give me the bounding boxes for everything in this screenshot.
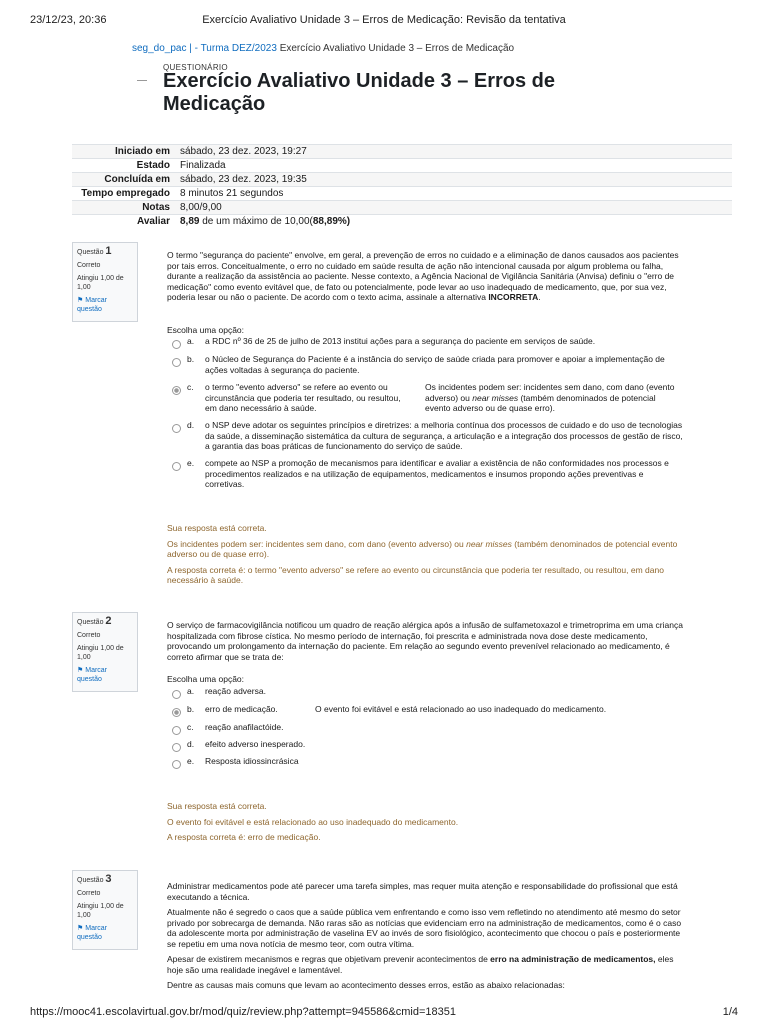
feedback-general	[167, 539, 683, 560]
grade-max: de um máximo de 10,00(	[199, 216, 313, 227]
question-text-3	[167, 881, 683, 996]
question-state: Correto	[77, 632, 101, 639]
attempt-summary-table	[72, 144, 732, 228]
option-letter: b.	[187, 704, 195, 714]
option-text: o Núcleo de Segurança do Paciente é a instância do serviço de saúde criada para promover e apoiar a implementação de ações voltadas à segurança do paciente.	[205, 354, 665, 375]
summary-label: Notas	[142, 202, 170, 213]
summary-label: Estado	[136, 160, 170, 171]
option-text: compete ao NSP a promoção de mecanismos para identificar e avaliar a existência de não conformidades nos processos e procedimentos realizados e na utilização de equipamentos, medicamentos e insumos propondo ações preventivas e corretivas.	[205, 458, 669, 489]
grade-percent: 88,89	[312, 216, 338, 227]
question-grade: Atingiu 1,00 de 1,00	[77, 275, 124, 291]
option-text: o NSP deve adotar os seguintes princípios e diretrizes: a melhoria contínua dos processos de cuidado e do uso de tecnologias da saúde, a disseminação sistemática da cultura de segurança, a articulação e a integração dos processos de gestão de risco, a garantia das boas práticas de funcionamento do serviço de saúde.	[205, 420, 683, 451]
summary-row	[72, 173, 732, 187]
option-feedback	[425, 382, 675, 414]
answer-option[interactable]	[172, 739, 684, 752]
print-datetime: 23/12/23, 20:36	[30, 14, 107, 26]
summary-value: sábado, 23 dez. 2023, 19:27	[180, 146, 307, 157]
option-text: o termo "evento adverso" se refere ao evento ou circunstância que poderia ter resultado, ou resultou, em dano necessário à saúde.	[205, 382, 401, 413]
question-paragraph: Administrar medicamentos pode até parecer uma tarefa simples, mas requer muita atenção e responsabilidade do profissional que está executando a técnica.	[167, 881, 678, 902]
print-url: https://mooc41.escolavirtual.gov.br/mod/quiz/review.php?attempt=945586&cmid=18351	[30, 1006, 456, 1018]
paragraph-emphasis: erro na administração de medicamentos,	[490, 954, 656, 964]
question-grade: Atingiu 1,00 de 1,00	[77, 903, 124, 919]
choose-option-label: Escolha uma opção:	[167, 674, 245, 684]
question-text-2	[167, 620, 683, 667]
option-text: reação anafilactóide.	[205, 722, 284, 732]
question-label: Questão	[77, 249, 104, 256]
option-text: Resposta idiossincrásica	[205, 756, 299, 766]
feedback-box-2	[167, 801, 683, 848]
flag-question-link[interactable]	[77, 666, 133, 684]
radio-button[interactable]	[172, 726, 181, 735]
paragraph-text-end: eles hoje são uma realidade inegável e lamentável.	[167, 954, 674, 975]
answer-option[interactable]	[172, 722, 684, 735]
summary-value	[176, 215, 732, 229]
flag-icon: ⚑	[77, 667, 84, 674]
answer-option[interactable]	[172, 336, 684, 349]
quiz-icon	[137, 80, 147, 81]
option-letter: e.	[187, 458, 195, 468]
breadcrumb	[132, 43, 514, 54]
question-number: 2	[105, 615, 112, 627]
feedback-right-answer: A resposta correta é: erro de medicação.	[167, 832, 321, 842]
question-number: 1	[105, 245, 112, 257]
answer-option-selected[interactable]	[172, 704, 684, 717]
option-letter: d.	[187, 739, 195, 749]
question-paragraph: Atualmente não é segredo o caos que a saúde pública vem enfrentando e como isso vem refletindo no atendimento até mesmo do setor privado por sobrecarga de demanda. Não raras são as notícias que evidenciam erro na administração de medicamentos, como é o caso da adolescente morta por administração de vaselina EV ao invés de soro fisiológico, acontecimento que chocou o país e posteriormente se repetiu em uma nova notícia de mesmo teor, com outra vítima.	[167, 907, 682, 949]
radio-button[interactable]	[172, 462, 181, 471]
radio-button-checked[interactable]	[172, 708, 181, 717]
summary-value: Finalizada	[180, 160, 226, 171]
grade-value: 8,89	[180, 216, 200, 227]
question-label: Questão	[77, 877, 104, 884]
question-grade: Atingiu 1,00 de 1,00	[77, 645, 124, 661]
flag-label: Marcar questão	[77, 925, 108, 941]
question-prompt: O serviço de farmacovigilância notificou um quadro de reação alérgica após a infusão de sulfametoxazol e trimetroprima em uma criança hospitalizada com fibrose cística. No mesmo período de internação, foi prescrita e administrada nova dose deste medicamento, provocando um prolongamento da internação do paciente. Em relação ao segundo evento prevenível relacionado ao medicamento, é correto afirmar que se trata de:	[167, 620, 683, 662]
radio-button[interactable]	[172, 424, 181, 433]
option-text: efeito adverso inesperado.	[205, 739, 306, 749]
answer-option[interactable]	[172, 686, 684, 699]
summary-row	[72, 215, 732, 229]
option-letter: d.	[187, 420, 195, 430]
option-letter: c.	[187, 382, 194, 392]
summary-label: Avaliar	[137, 216, 170, 227]
feedback-status: Sua resposta está correta.	[167, 523, 267, 533]
flag-icon: ⚑	[77, 297, 84, 304]
flag-label: Marcar questão	[77, 667, 108, 683]
option-letter: b.	[187, 354, 195, 364]
feedback-general-end: (também denominados de potencial evento adverso ou de quase erro).	[167, 538, 678, 559]
radio-button[interactable]	[172, 743, 181, 752]
summary-value: sábado, 23 dez. 2023, 19:35	[180, 174, 307, 185]
summary-row	[72, 159, 732, 173]
option-text: reação adversa.	[205, 686, 266, 696]
summary-row	[72, 201, 732, 215]
option-text: erro de medicação.	[205, 704, 278, 714]
summary-label: Iniciado em	[114, 146, 170, 157]
radio-button[interactable]	[172, 760, 181, 769]
question-prompt: O termo "segurança do paciente" envolve, em geral, a prevenção de erros no cuidado e a eliminação de danos causados aos pacientes por tais erros. Conceitualmente, o erro no cuidado em saúde resulta de ação não intencional causada por algum problema ou falha, durante a realização da assistência ao paciente. Nesse contexto, a Agência Nacional de Vigilância Sanitária (Anvisa) definiu o "erro de medicação" como evento evitável que, de fato ou potencialmente, pode levar ao uso inadequado de medicamento, que, por sua vez, poderia lesar ou não o paciente. De acordo com o texto acima, assinale a alternativa	[167, 250, 679, 302]
answer-option[interactable]	[172, 756, 684, 769]
summary-label: Tempo empregado	[81, 188, 170, 199]
summary-row	[72, 187, 732, 201]
print-page-number: 1/4	[722, 1006, 738, 1018]
feedback-right-answer: A resposta correta é: o termo "evento adverso" se refere ao evento ou circunstância que poderia ter resultado, ou resultou, em dano necessário à saúde.	[167, 564, 664, 585]
radio-button[interactable]	[172, 690, 181, 699]
question-number: 3	[105, 873, 112, 885]
option-feedback-text-end: (também denominados de potencial evento adverso ou de quase erro).	[425, 392, 656, 413]
feedback-box-1	[167, 523, 683, 591]
print-title: Exercício Avaliativo Unidade 3 – Erros de Medicação: Revisão da tentativa	[202, 14, 566, 26]
question-info-3	[72, 870, 138, 950]
summary-row	[72, 145, 732, 159]
feedback-general: O evento foi evitável e está relacionado ao uso inadequado do medicamento.	[167, 816, 459, 827]
option-feedback-text: Os incidentes podem ser: incidentes sem dano, com dano (evento adverso) ou	[425, 382, 675, 403]
question-prompt-emphasis: INCORRETA	[488, 292, 539, 302]
option-letter: a.	[187, 686, 195, 696]
question-state: Correto	[77, 262, 101, 269]
grade-percent-end: %)	[337, 216, 351, 227]
feedback-status: Sua resposta está correta.	[167, 801, 267, 811]
breadcrumb-course-link[interactable]: seg_do_pac | - Turma DEZ/2023	[132, 43, 277, 54]
option-feedback: O evento foi evitável e está relacionado ao uso inadequado do medicamento.	[315, 704, 607, 714]
feedback-general-text: Os incidentes podem ser: incidentes sem dano, com dano (evento adverso) ou	[167, 538, 467, 549]
radio-button[interactable]	[172, 340, 181, 349]
summary-label: Concluída em	[104, 174, 170, 185]
answer-option[interactable]	[172, 458, 684, 490]
question-text-1	[167, 250, 683, 308]
question-paragraph	[167, 954, 683, 975]
option-letter: c.	[187, 722, 194, 732]
option-feedback-italic: near misses	[472, 392, 519, 403]
choose-option-label: Escolha uma opção:	[167, 325, 245, 335]
answer-option[interactable]	[172, 354, 684, 375]
answer-option[interactable]	[172, 420, 684, 452]
option-letter: e.	[187, 756, 195, 766]
question-state: Correto	[77, 890, 101, 897]
flag-question-link[interactable]	[77, 924, 133, 942]
flag-label: Marcar questão	[77, 297, 108, 313]
flag-icon: ⚑	[77, 925, 84, 932]
flag-question-link[interactable]	[77, 296, 133, 314]
breadcrumb-current: Exercício Avaliativo Unidade 3 – Erros de Medicação	[279, 43, 515, 54]
print-footer	[30, 1006, 738, 1018]
option-letter: a.	[187, 336, 195, 346]
radio-button[interactable]	[172, 358, 181, 367]
page-kicker: QUESTIONÁRIO	[163, 63, 228, 72]
option-text: a RDC nº 36 de 25 de julho de 2013 institui ações para a segurança do paciente em serviços de saúde.	[205, 336, 596, 346]
question-info-1	[72, 242, 138, 322]
paragraph-text: Apesar de existirem mecanismos e regras que objetivam prevenir acontecimentos de	[167, 954, 491, 964]
page-title: Exercício Avaliativo Unidade 3 – Erros de Medicação	[163, 70, 556, 115]
summary-value: 8,00/9,00	[180, 202, 222, 213]
question-prompt-end: .	[538, 292, 541, 302]
question-info-2	[72, 612, 138, 692]
radio-button-checked[interactable]	[172, 386, 181, 395]
question-label: Questão	[77, 619, 104, 626]
summary-value: 8 minutos 21 segundos	[180, 188, 284, 199]
question-paragraph: Dentre as causas mais comuns que levam ao acontecimento desses erros, estão as abaixo relacionadas:	[167, 980, 565, 990]
feedback-general-italic: near misses	[466, 538, 512, 549]
answer-option-selected[interactable]	[172, 382, 684, 414]
